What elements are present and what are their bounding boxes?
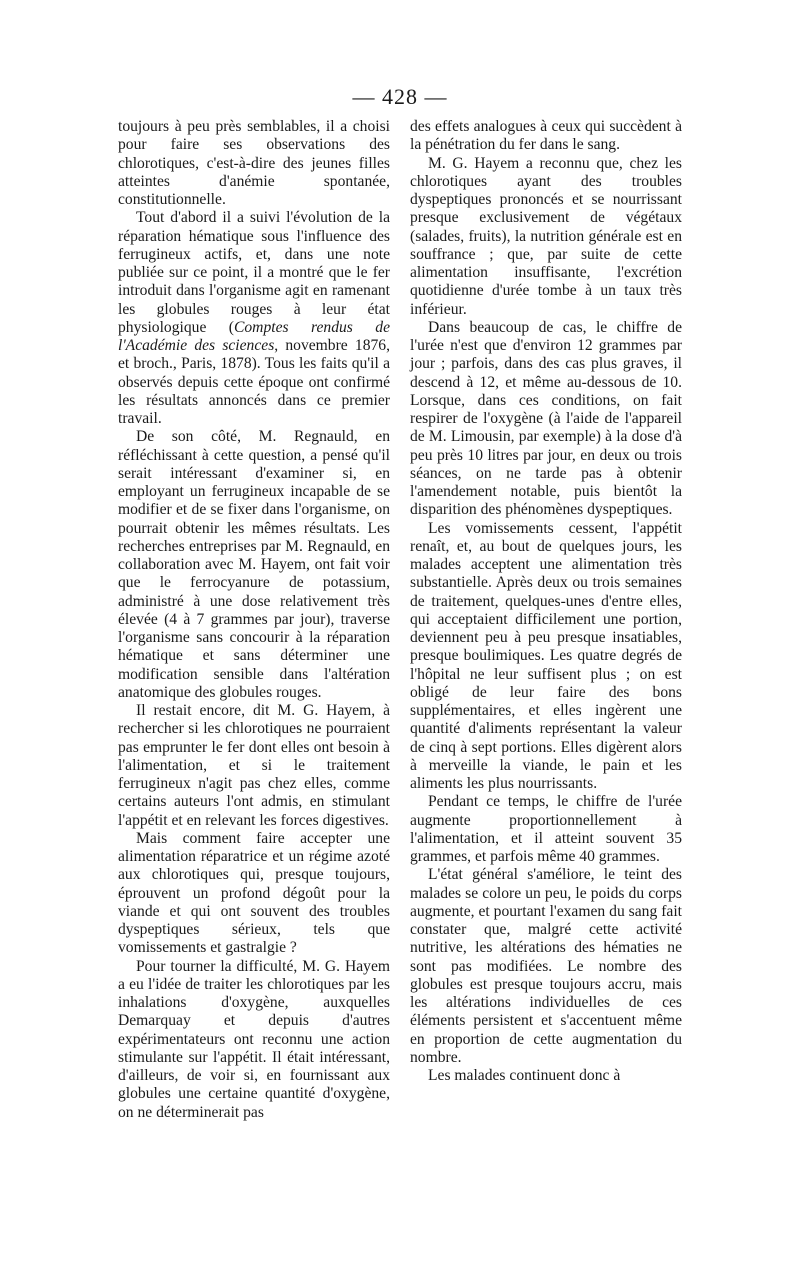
paragraph: M. G. Hayem a reconnu que, chez les chlorotiques ayant des troubles dyspeptiques prononcés et se nourrissant presque exclusivement de végétaux (salades, fruits), la nutrition générale est en souffrance ; que, par suite de cette alimentation insuffisante, l'excrétion quotidienne d'urée tombe à un taux très inférieur. — [410, 154, 682, 318]
right-column — [410, 118, 682, 1085]
paragraph: Les malades continuent donc à — [428, 1067, 621, 1084]
paragraph: De son côté, M. Regnauld, en réfléchissant à cette question, a pensé qu'il serait intéressant d'examiner si, en employant un ferrugineux incapable de se modifier et de se fixer dans l'organisme, on pourrait obtenir les mêmes résultats. Les recherches entreprises par M. Regnauld, en collaboration avec M. Hayem, ont fait voir que le ferrocyanure de potassium, administré à une dose relativement très élevée (4 à 7 grammes par jour), traverse l'organisme sans concourir à la réparation hématique et sans déterminer une modification sensible dans l'altération anatomique des globules rouges. — [118, 428, 390, 701]
paragraph: toujours à peu près semblables, il a choisi pour faire ses observations des chlorotiques, c'est-à-dire des jeunes filles atteintes d'anémie spontanée, constitutionnelle. — [118, 118, 390, 208]
paragraph — [118, 209, 390, 428]
paragraph: des effets analogues à ceux qui succèdent à la pénétration du fer dans le sang. — [410, 118, 682, 154]
paragraph: Dans beaucoup de cas, le chiffre de l'urée n'est que d'environ 12 grammes par jour ; parfois, dans des cas plus graves, il descend à 12, et même au-dessous de 10. Lorsque, dans ces conditions, on fait respirer de l'oxygène (à l'aide de l'appareil de M. Limousin, par exemple) à la dose d'à peu près 10 litres par jour, en deux ou trois séances, on ne tarde pas à obtenir l'amendement notable, puis bientôt la disparition des phénomènes dyspeptiques. — [410, 318, 682, 519]
paragraph: L'état général s'améliore, le teint des malades se colore un peu, le poids du corps augmente, et pourtant l'examen du sang fait constater que, malgré cette activité nutritive, les altérations des hématies ne sont pas modifiées. Le nombre des globules est presque toujours accru, mais les altérations individuelles de ces éléments persistent et s'accentuent même en proportion de cette augmentation du nombre. — [410, 866, 682, 1066]
left-column — [118, 118, 390, 1122]
paragraph-text: Tout d'abord il a suivi l'évolution de la réparation hématique sous l'influence des ferrugineux actifs, et, dans une note publiée sur ce point, il a montré que le fer introduit dans l'organisme agit en ramenant les globules rouges à leur état physiologique ( — [118, 209, 390, 336]
paragraph: Pendant ce temps, le chiffre de l'urée augmente proportionnellement à l'alimentation, et il atteint souvent 35 grammes, et parfois même 40 grammes. — [410, 793, 682, 865]
page-number: — 428 — — [352, 84, 448, 109]
paragraph: Il restait encore, dit M. G. Hayem, à rechercher si les chlorotiques ne pourraient pas emprunter le fer dont elles ont besoin à l'alimentation, et si le traitement ferrugineux n'agit pas chez elles, comme certains auteurs l'ont admis, en stimulant l'appétit et en relevant les forces digestives. — [118, 702, 390, 829]
citation-rest: , novembre 1876, et broch., Paris, 1878). Tous les faits qu'il a observés depuis cette époque ont confirmé les résultats annoncés dans ce premier travail. — [118, 337, 390, 427]
paragraph: Les vomissements cessent, l'appétit renaît, et, au bout de quelques jours, les malades acceptent une alimentation très substantielle. Après deux ou trois semaines de traitement, quelques-unes d'entre elles, qui acceptaient difficilement une portion, deviennent peu à peu presque insatiables, presque boulimiques. Les quatre degrés de l'hôpital ne leur suffisent plus ; on est obligé de leur faire des bons supplémentaires, et elles ingèrent une quantité d'aliments représentant la valeur de cinq à sept portions. Elles digèrent alors à merveille la viande, le pain et les aliments les plus nourrissants. — [410, 519, 682, 792]
paragraph: Mais comment faire accepter une alimentation réparatrice et un régime azoté aux chlorotiques qui, presque toujours, éprouvent un profond dégoût pour la viande et qui ont souvent des troubles dyspeptiques sérieux, tels que vomissements et gastralgie ? — [118, 829, 390, 957]
paragraph: Pour tourner la difficulté, M. G. Hayem a eu l'idée de traiter les chlorotiques par les inhalations d'oxygène, auxquelles Demarquay et depuis d'autres expérimentateurs ont reconnu une action stimulante sur l'appétit. Il était intéressant, d'ailleurs, de voir si, en fournissant aux globules une certaine quantité d'oxygène, on ne déterminerait pas — [118, 957, 390, 1121]
citation-title: Comptes rendus de l'Académie des sciences — [118, 318, 390, 354]
